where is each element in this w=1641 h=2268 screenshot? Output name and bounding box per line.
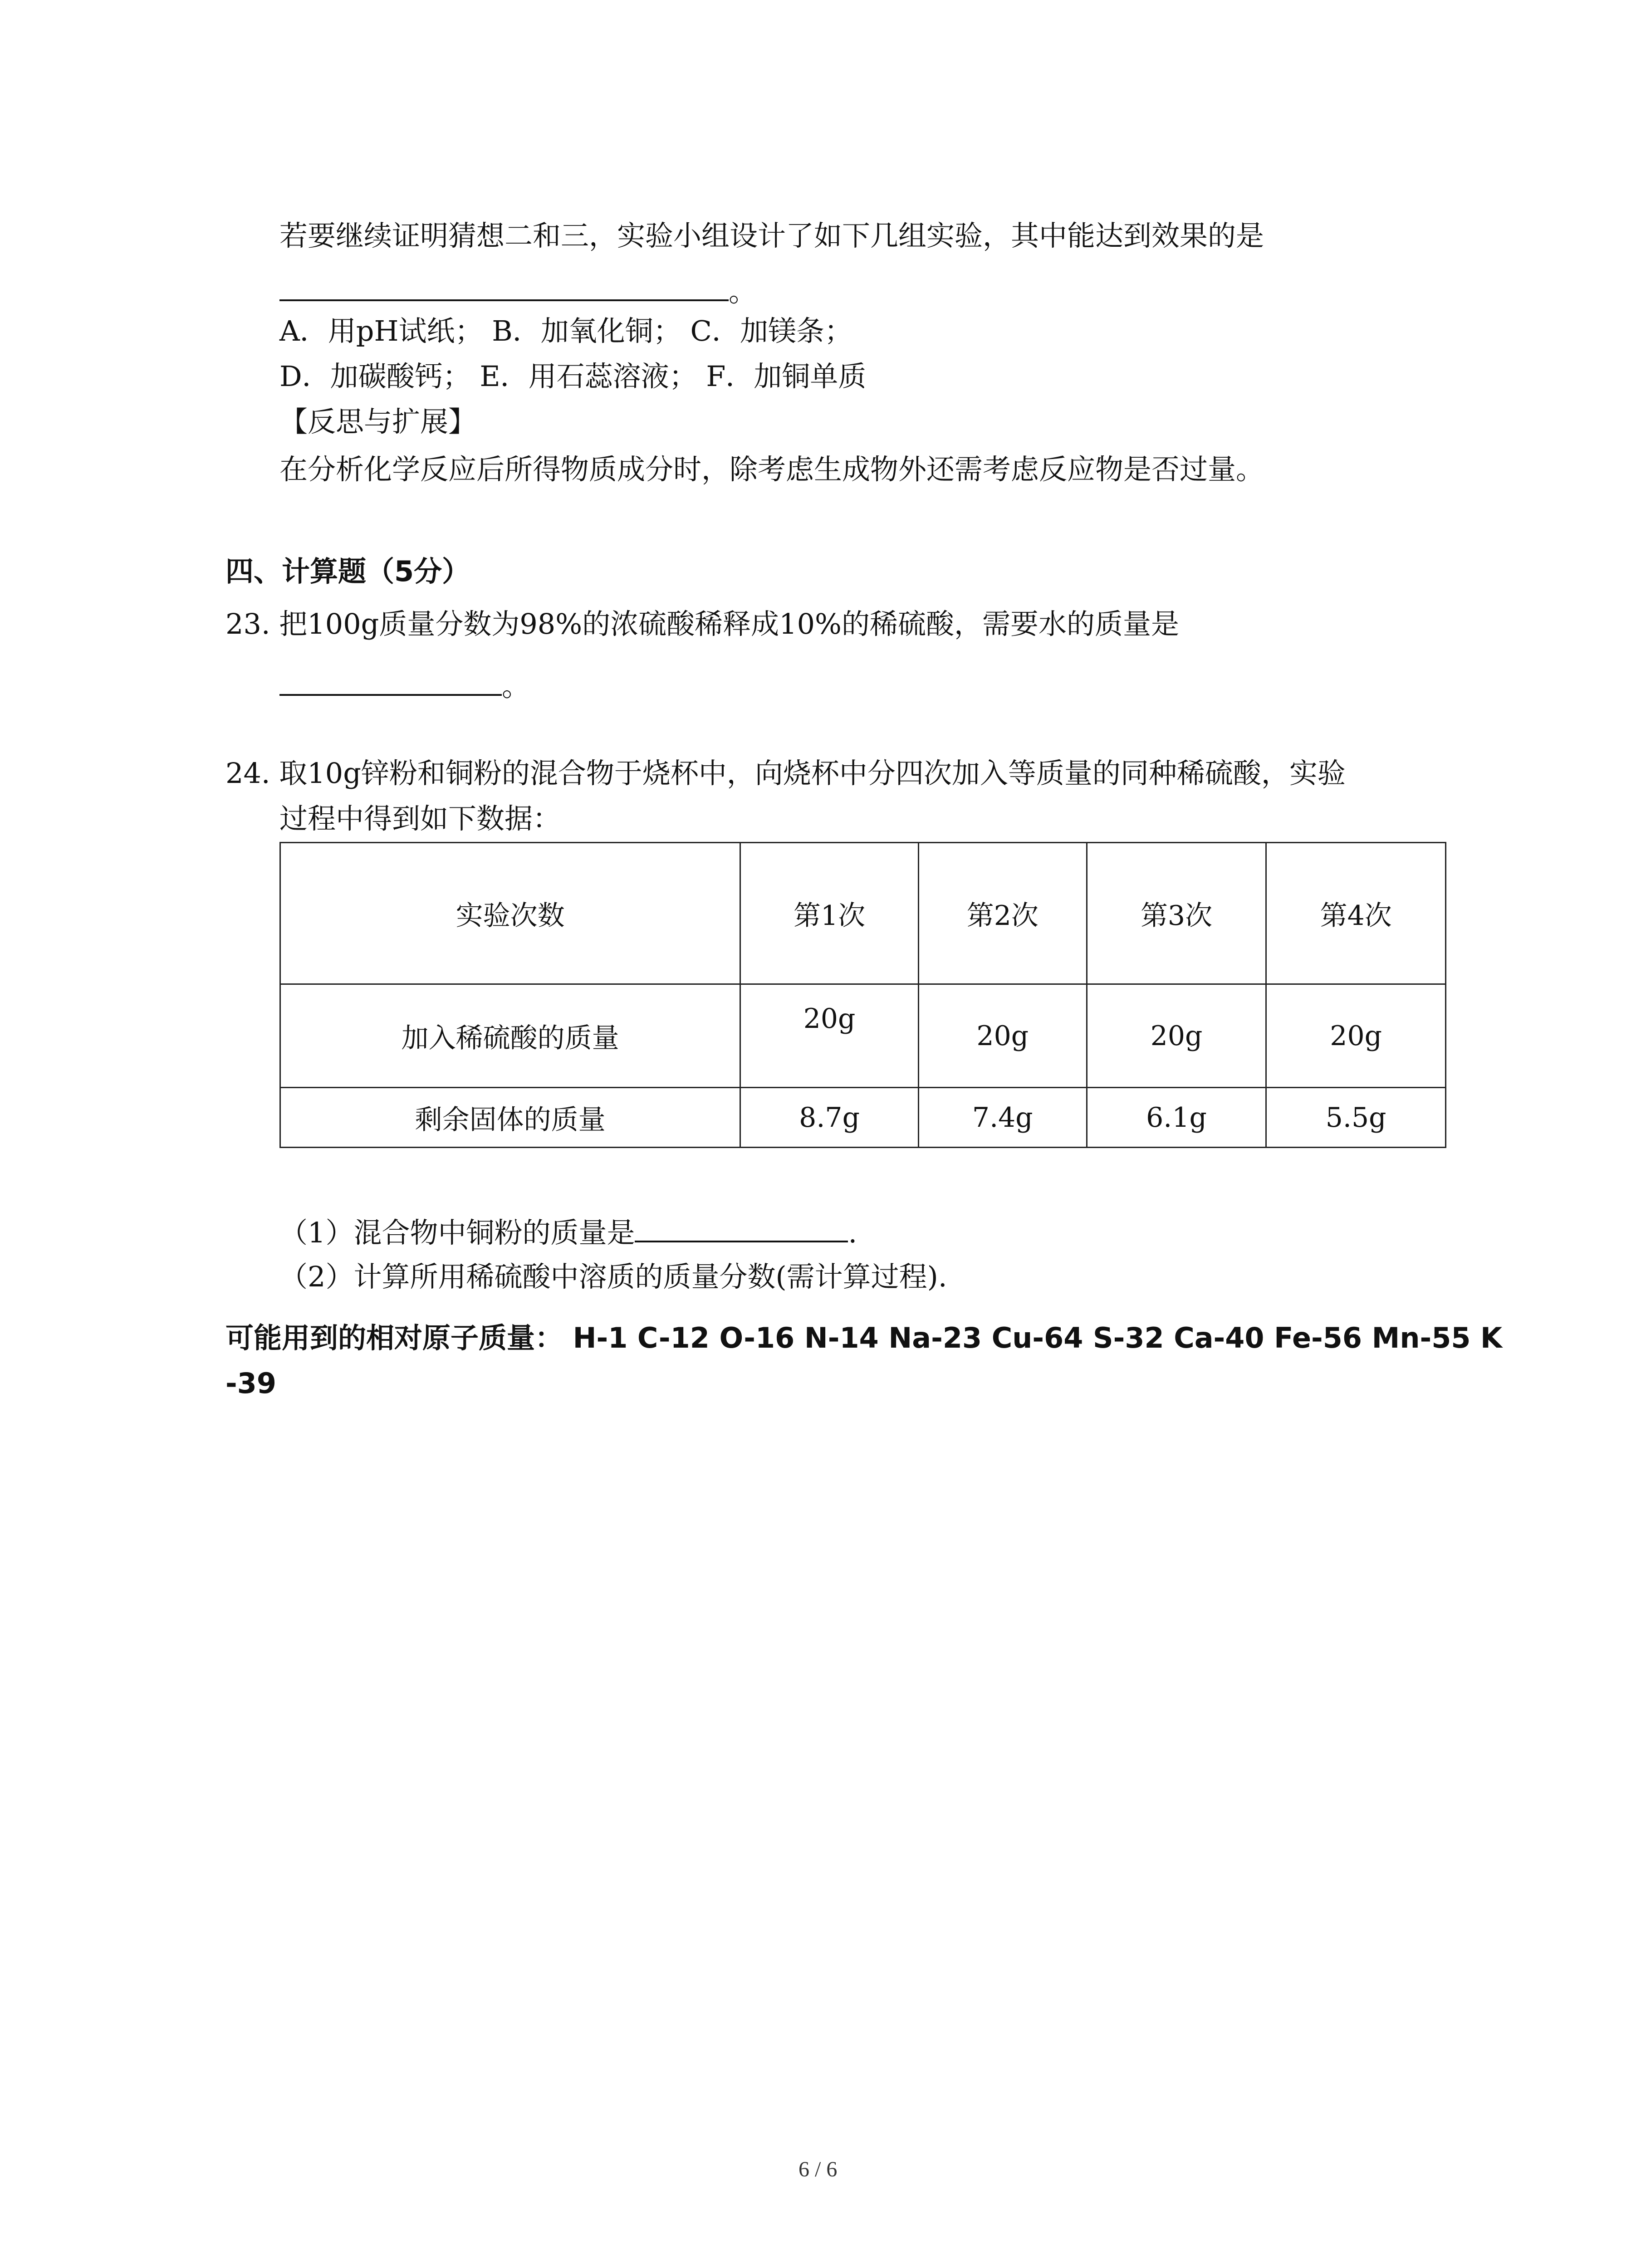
page-number: 6 / 6 xyxy=(798,2157,838,2181)
data-table xyxy=(279,842,1446,1148)
table-cell: 5.5g xyxy=(1266,1088,1446,1148)
q23-answer-line xyxy=(279,667,530,704)
reflection-text: 在分析化学反应后所得物质成分时，除考虑生成物外还需考虑反应物是否过量。 xyxy=(279,453,1264,486)
question-23: 23. 把100g质量分数为98%的浓硫酸稀释成10%的稀硫酸，需要水的质量是 xyxy=(225,607,1179,640)
question-24-line2: 过程中得到如下数据： xyxy=(279,802,561,835)
table-row-header xyxy=(280,843,1446,984)
q23-end-punct: 。 xyxy=(502,670,530,703)
table-cell: 第3次 xyxy=(1087,843,1266,984)
sub1-answer-blank[interactable] xyxy=(635,1213,848,1242)
atomic-masses-line1: 可能用到的相对原子质量： H-1 C-12 O-16 N-14 Na-23 Cu-64 S-32 Ca-40 Fe-56 Mn-55 K xyxy=(225,1321,1503,1354)
table-row-acid-mass xyxy=(280,984,1446,1088)
table-cell: 20g xyxy=(1087,984,1266,1088)
table-row-solid-mass xyxy=(280,1088,1446,1148)
blank-end-punct: 。 xyxy=(729,275,757,308)
section-title: 四、计算题（5分） xyxy=(225,555,470,588)
table-cell: 7.4g xyxy=(918,1088,1087,1148)
options-row-1: A．用pH试纸； B．加氧化铜； C．加镁条； xyxy=(279,314,852,347)
continuation-line1: 若要继续证明猜想二和三，实验小组设计了如下几组实验，其中能达到效果的是 xyxy=(279,219,1264,252)
q23-answer-blank[interactable] xyxy=(279,667,502,696)
table-cell: 第2次 xyxy=(918,843,1087,984)
table-cell: 实验次数 xyxy=(280,843,740,984)
sub1-text: （1）混合物中铜粉的质量是 xyxy=(279,1216,635,1249)
sub1-end-punct: . xyxy=(848,1216,857,1249)
table-cell: 加入稀硫酸的质量 xyxy=(280,984,740,1088)
table-cell: 8.7g xyxy=(740,1088,919,1148)
answer-blank[interactable] xyxy=(279,272,729,301)
question-24-line1: 24. 取10g锌粉和铜粉的混合物于烧杯中，向烧杯中分四次加入等质量的同种稀硫酸，实验 xyxy=(225,757,1346,790)
reflection-heading: 【反思与扩展】 xyxy=(279,405,477,438)
table-cell: 20g xyxy=(1266,984,1446,1088)
table-cell: 20g xyxy=(740,984,919,1088)
options-row-2: D．加碳酸钙； E．用石蕊溶液； F．加铜单质 xyxy=(279,360,867,393)
answer-blank-line xyxy=(279,272,757,310)
table-cell: 6.1g xyxy=(1087,1088,1266,1148)
sub-question-1 xyxy=(279,1213,857,1251)
atomic-masses-line2: -39 xyxy=(225,1367,277,1400)
table-cell: 剩余固体的质量 xyxy=(280,1088,740,1148)
table-cell: 20g xyxy=(918,984,1087,1088)
table-cell: 第1次 xyxy=(740,843,919,984)
table-cell: 第4次 xyxy=(1266,843,1446,984)
sub-question-2: （2）计算所用稀硫酸中溶质的质量分数(需计算过程). xyxy=(279,1260,947,1293)
